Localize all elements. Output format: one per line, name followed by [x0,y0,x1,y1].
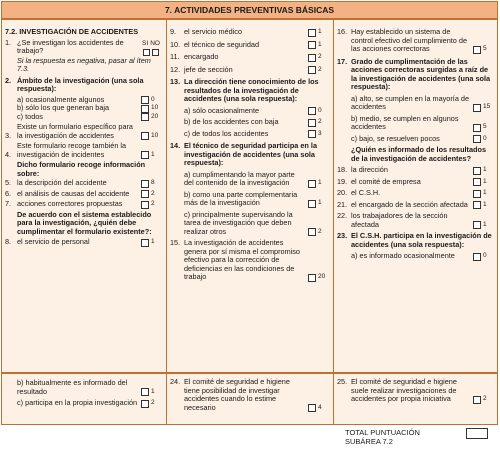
question-text: el técnico de seguridad [184,39,260,49]
option-row [184,130,330,139]
points: 0 [151,95,155,103]
option-checkbox[interactable] [308,200,316,208]
option-checkbox[interactable] [141,180,149,188]
si-checkbox[interactable] [143,49,150,56]
question-number: 16. [337,27,348,36]
option-checkbox[interactable] [473,124,481,132]
points: 4 [318,403,322,411]
option-row [351,95,495,112]
points: 5 [483,123,487,130]
option-checkbox[interactable] [141,105,149,113]
option-checkbox[interactable] [473,396,481,404]
question-10 [170,41,330,50]
question-number: 20. [337,188,348,197]
question-text: La dirección tiene conocimiento de los resultados de la investigación de accidentes (una sola respuesta): [184,77,319,103]
column-2 [170,28,330,282]
quien-heading: ¿Quién es informado de los resultados de la investigación de accidentes? [351,145,487,163]
points: 10 [151,104,159,111]
no-label: NO [150,39,160,47]
column-3 [337,28,495,261]
column-1-lower [17,379,163,408]
question-number: 22. [337,211,348,220]
question-23 [337,232,495,249]
option-label: a) ocasionalmente algunos [17,94,105,104]
question-number: 25. [337,377,348,386]
option-checkbox[interactable] [473,201,481,209]
option-row [351,252,495,261]
question-8c [17,399,163,408]
question-text: Hay establecido un sistema de control efectivo del cumplimiento de las acciones correctoras [351,27,467,53]
question-22 [337,212,495,229]
points: 20 [318,273,326,280]
question-text: el servicio de personal [17,237,90,246]
question-number: 18. [337,165,348,174]
option-checkbox[interactable] [141,113,149,121]
column-divider-1 [166,19,167,425]
question-number: 21. [337,199,348,209]
question-16 [337,28,495,54]
question-number: 4. [5,149,12,159]
question-number: 5. [5,178,12,187]
question-text: acciones correctores propuestas [17,199,123,208]
question-24 [170,378,330,412]
option-label: b) habitualmente es informado del resultado [17,378,128,396]
question-text: Grado de cumplimentación de las acciones correctoras surgidas a raíz de la investigación de accidentes (una sola respuesta): [351,56,491,91]
option-checkbox[interactable] [308,130,316,138]
option-row [184,191,330,208]
points: 1 [151,238,155,245]
question-number: 3. [5,130,12,140]
question-1 [5,39,163,57]
no-checkbox[interactable] [152,49,159,56]
question-13 [170,78,330,104]
question-18 [337,166,495,175]
question-number: 23. [337,231,348,240]
points: 1 [318,28,322,35]
column-2-lower [170,378,330,412]
question-20 [337,189,495,198]
option-checkbox[interactable] [141,151,149,159]
section-title: 7. ACTIVIDADES PREVENTIVAS BÁSICAS [1,1,498,19]
question-9 [170,28,330,37]
option-row [351,115,495,132]
option-label: b) como una parte complementaria más de la investigación [184,189,298,207]
points: 1 [483,177,487,185]
points: 1 [483,200,487,208]
option-row [184,107,330,116]
option-checkbox[interactable] [308,119,316,127]
points: 0 [483,252,487,259]
points: 2 [318,53,322,60]
option-label: a) cumplimentando la mayor parte del contenido de la investigación [184,169,295,187]
question-25 [337,378,495,404]
question-3 [5,123,163,140]
points: 2 [483,395,487,402]
option-row [184,118,330,127]
points: 0 [318,106,322,114]
question-text: ¿Se investigan los accidentes de trabajo? [17,37,124,55]
question-number: 6. [5,188,12,198]
points: 1 [318,179,322,186]
option-label: a) es informado ocasionalmente [351,251,455,260]
question-text: los trabajadores de la sección afectada [351,211,448,229]
question-text: Ámbito de la investigación (una sola respuesta): [17,75,144,93]
column-1 [5,28,163,247]
total-score-input[interactable] [466,428,488,439]
question-text: el servicio médico [184,27,242,36]
question-number: 9. [170,27,177,36]
question-number: 17. [337,56,348,66]
question-text: El C.S.H. participa en la investigación de accidentes (una sola respuesta): [351,231,492,249]
column-divider-2 [333,19,334,425]
dicho-heading: Dicho formulario recoge información sobre: [17,160,146,178]
question-text: El comité de seguridad e higiene suele realizar investigaciones de accidentes por propia iniciativa [351,377,457,403]
option-label: c) principalmente supervisando la tarea de investigación que deben realizar otros [184,209,293,236]
points: 2 [151,200,155,207]
question-12 [170,66,330,75]
option-label: c) participa en la propia investigación [17,398,138,407]
question-4 [5,142,163,159]
question-number: 24. [170,377,181,386]
question-17 [337,58,495,92]
question-text: jefe de sección [184,64,233,74]
points: 15 [483,103,491,110]
question-number: 19. [337,176,348,186]
points: 1 [483,166,487,173]
question-text: el análisis de causas del accidente [17,188,130,198]
option-checkbox[interactable] [308,66,316,74]
option-checkbox[interactable] [473,104,481,112]
points: 2 [318,227,322,235]
question-text: encargado [184,52,219,61]
option-checkbox[interactable] [308,107,316,115]
question-text: Este formulario recoge también la investigación de incidentes [17,141,127,159]
question-number: 15. [170,238,181,247]
option-label: c) bajo, se resuelven pocos [351,133,440,143]
option-label: c) de todos los accidentes [184,128,269,138]
points: 2 [318,65,322,73]
points: 2 [151,399,155,406]
option-checkbox[interactable] [308,180,316,188]
option-checkbox[interactable] [473,46,481,54]
column-3-lower [337,378,495,404]
points: 1 [151,387,155,395]
question-text: Existe un formulario específico para la investigación de accidentes [17,122,133,140]
option-label: a) alto, se cumplen en la mayoría de accidentes [351,93,470,111]
option-label: c) todos [17,111,43,121]
option-checkbox[interactable] [308,404,316,412]
question-number: 12. [170,64,181,74]
question-11 [170,53,330,62]
question-14 [170,142,330,168]
question-text: El técnico de seguridad participa en la investigación de accidentes (una sola respuesta): [184,141,318,167]
row-divider [1,373,498,374]
option-checkbox[interactable] [473,253,481,261]
question-15 [170,239,330,282]
points: 1 [318,40,322,48]
question-number: 7. [5,199,12,208]
question-6 [5,190,163,199]
question-7 [5,200,163,209]
option-checkbox[interactable] [141,190,149,198]
question-number: 8. [5,237,12,246]
option-row [17,113,163,122]
question-text: el encargado de la sección afectada [351,199,468,209]
option-label: b) de los accidentes con baja [184,117,279,126]
question-text: la dirección [351,165,388,174]
question-21 [337,201,495,210]
question-number: 14. [170,141,181,150]
points: 1 [318,199,322,206]
option-checkbox[interactable] [308,274,316,282]
points: 1 [151,150,155,158]
question-text: La investigación de accidentes genera por sí misma el compromiso efectivo para la corrección de deficiencias en las condiciones de trabajo [184,238,300,281]
question-note: Si la respuesta es negativa, pasar al ítem 7.3. [17,55,151,73]
option-checkbox[interactable] [308,41,316,49]
subarea-heading: 7.2. INVESTIGACIÓN DE ACCIDENTES [5,27,139,36]
question-8b [17,379,163,396]
question-19 [337,178,495,187]
option-checkbox[interactable] [473,135,481,143]
question-number: 13. [170,77,181,86]
points: 2 [318,118,322,125]
option-checkbox[interactable] [141,388,149,396]
si-label: SI [142,39,149,47]
option-checkbox[interactable] [473,178,481,186]
option-checkbox[interactable] [141,400,149,408]
acuerdo-heading: De acuerdo con el sistema establecido para la investigación, ¿quién debe cumplimentar el formulario existente?: [17,209,152,236]
question-text: la descripción del accidente [17,178,107,187]
option-label: b) sólo los que generan baja [17,103,110,112]
option-checkbox[interactable] [473,190,481,198]
option-checkbox[interactable] [473,221,481,229]
option-checkbox[interactable] [308,228,316,236]
points: 1 [483,220,487,228]
option-row [184,211,330,237]
question-5 [5,179,163,188]
question-text: el comité de empresa [351,176,421,186]
option-checkbox[interactable] [308,54,316,62]
option-checkbox[interactable] [141,239,149,247]
points: 0 [483,134,487,142]
points: 3 [318,129,322,137]
question-text: El comité de seguridad e higiene tiene posibilidad de investigar accidentes cuando lo estime necesario [184,377,290,412]
question-8 [5,238,163,247]
question-2 [5,77,163,94]
question-number: 2. [5,75,12,85]
option-label: a) sólo ocasionalmente [184,105,260,115]
question-number: 1. [5,37,12,47]
points: 20 [151,112,159,120]
option-checkbox[interactable] [473,167,481,175]
points: 10 [151,131,159,139]
points: 5 [483,45,487,52]
option-checkbox[interactable] [141,201,149,209]
total-label: TOTAL PUNTUACIÓN SUBÁREA 7.2 [345,428,420,446]
option-row [351,135,495,144]
option-checkbox[interactable] [141,96,149,104]
option-label: b) medio, se cumplen en algunos accidentes [351,113,459,131]
points: 2 [151,189,155,197]
option-row [184,171,330,188]
points: 1 [483,189,487,196]
option-checkbox[interactable] [141,132,149,140]
points: 8 [151,179,155,186]
question-text: el C.S.H. [351,188,381,197]
question-number: 11. [170,52,180,61]
option-checkbox[interactable] [308,29,316,37]
question-number: 10. [170,39,181,49]
